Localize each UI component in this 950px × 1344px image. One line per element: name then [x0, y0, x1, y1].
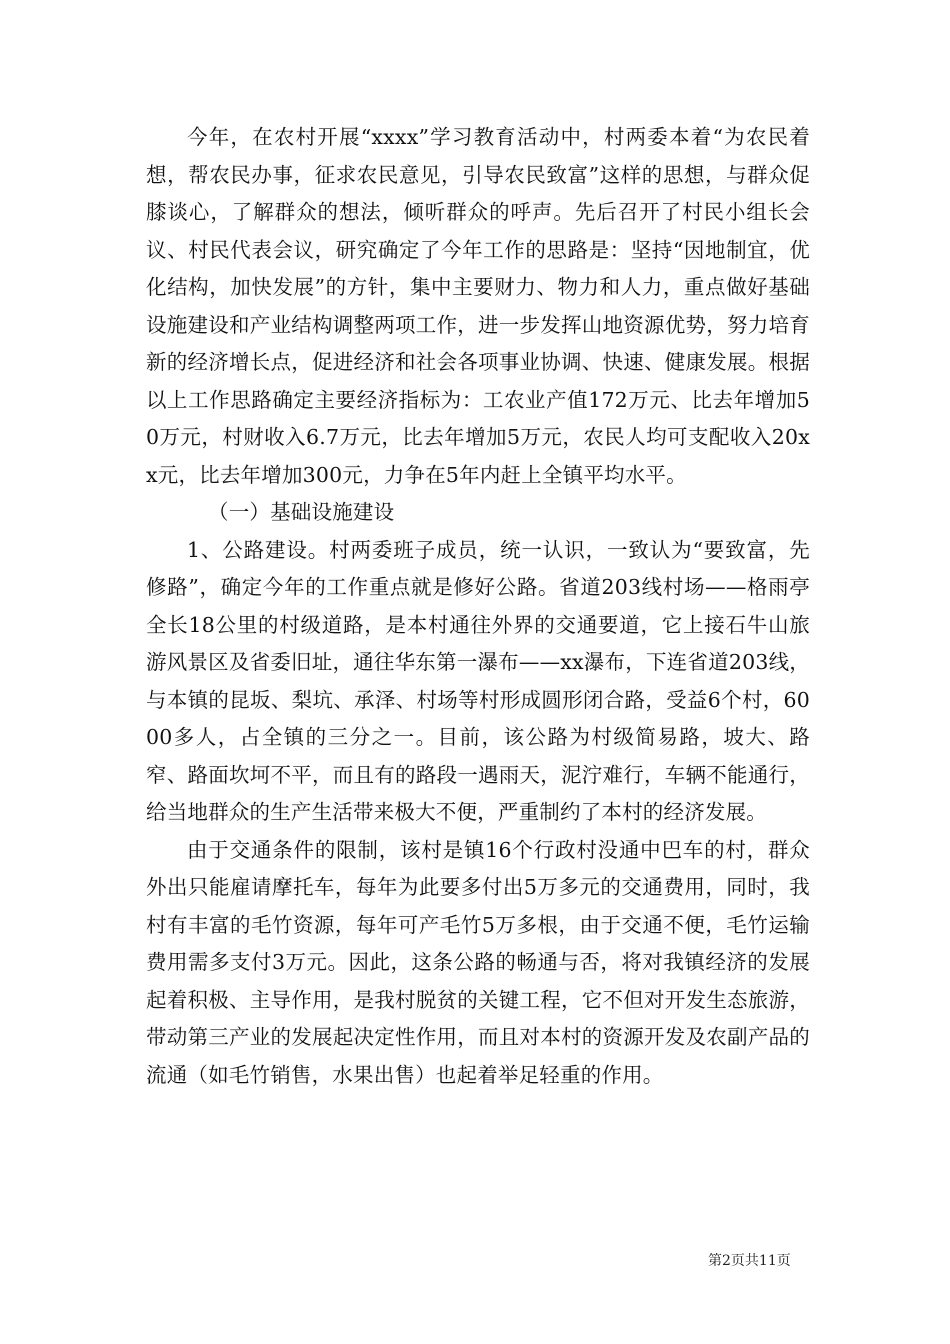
- page-number: 第2页共11页: [708, 1253, 791, 1269]
- section-heading-infrastructure: （一）基础设施建设: [208, 500, 395, 524]
- document-body: [146, 119, 810, 1094]
- paragraph-work-plan: 今年，在农村开展“xxxx”学习教育活动中，村两委本着“为农民着想，帮农民办事，征求农民意见，引导农民致富”这样的思想，与群众促膝谈心，了解群众的想法，倾听群众的呼声。先后召开了村民小组长会议、村民代表会议，研究确定了今年工作的思路是：坚持“因地制宜，优化结构，加快发展”的方针，集中主要财力、物力和人力，重点做好基础设施建设和产业结构调整两项工作，进一步发挥山地资源优势，努力培育新的经济增长点，促进经济和社会各项事业协调、快速、健康发展。根据以上工作思路确定主要经济指标为：工农业产值172万元、比去年增加50万元，村财收入6.7万元，比去年增加5万元，农民人均可支配收入20xx元，比去年增加300元，力争在5年内赶上全镇平均水平。: [146, 125, 810, 487]
- paragraph-traffic-conditions: 由于交通条件的限制，该村是镇16个行政村没通中巴车的村，群众外出只能雇请摩托车，每年为此要多付出5万多元的交通费用，同时，我村有丰富的毛竹资源，每年可产毛竹5万多根，由于交通不便，毛竹运输费用需多支付3万元。因此，这条公路的畅通与否，将对我镇经济的发展起着积极、主导作用，是我村脱贫的关键工程，它不但对开发生态旅游，带动第三产业的发展起决定性作用，而且对本村的资源开发及农副产品的流通（如毛竹销售，水果出售）也起着举足轻重的作用。: [146, 837, 810, 1087]
- paragraph-road-construction: 1、公路建设。村两委班子成员，统一认识，一致认为“要致富，先修路”，确定今年的工作重点就是修好公路。省道203线村场——格雨亭全长18公里的村级道路，是本村通往外界的交通要道，它上接石牛山旅游风景区及省委旧址，通往华东第一瀑布——xx瀑布，下连省道203线，与本镇的昆坂、梨坑、承泽、村场等村形成圆形闭合路，受益6个村，6000多人，占全镇的三分之一。目前，该公路为村级简易路，坡大、路窄、路面坎坷不平，而且有的路段一遇雨天，泥泞难行，车辆不能通行，给当地群众的生产生活带来极大不便，严重制约了本村的经济发展。: [146, 537, 810, 824]
